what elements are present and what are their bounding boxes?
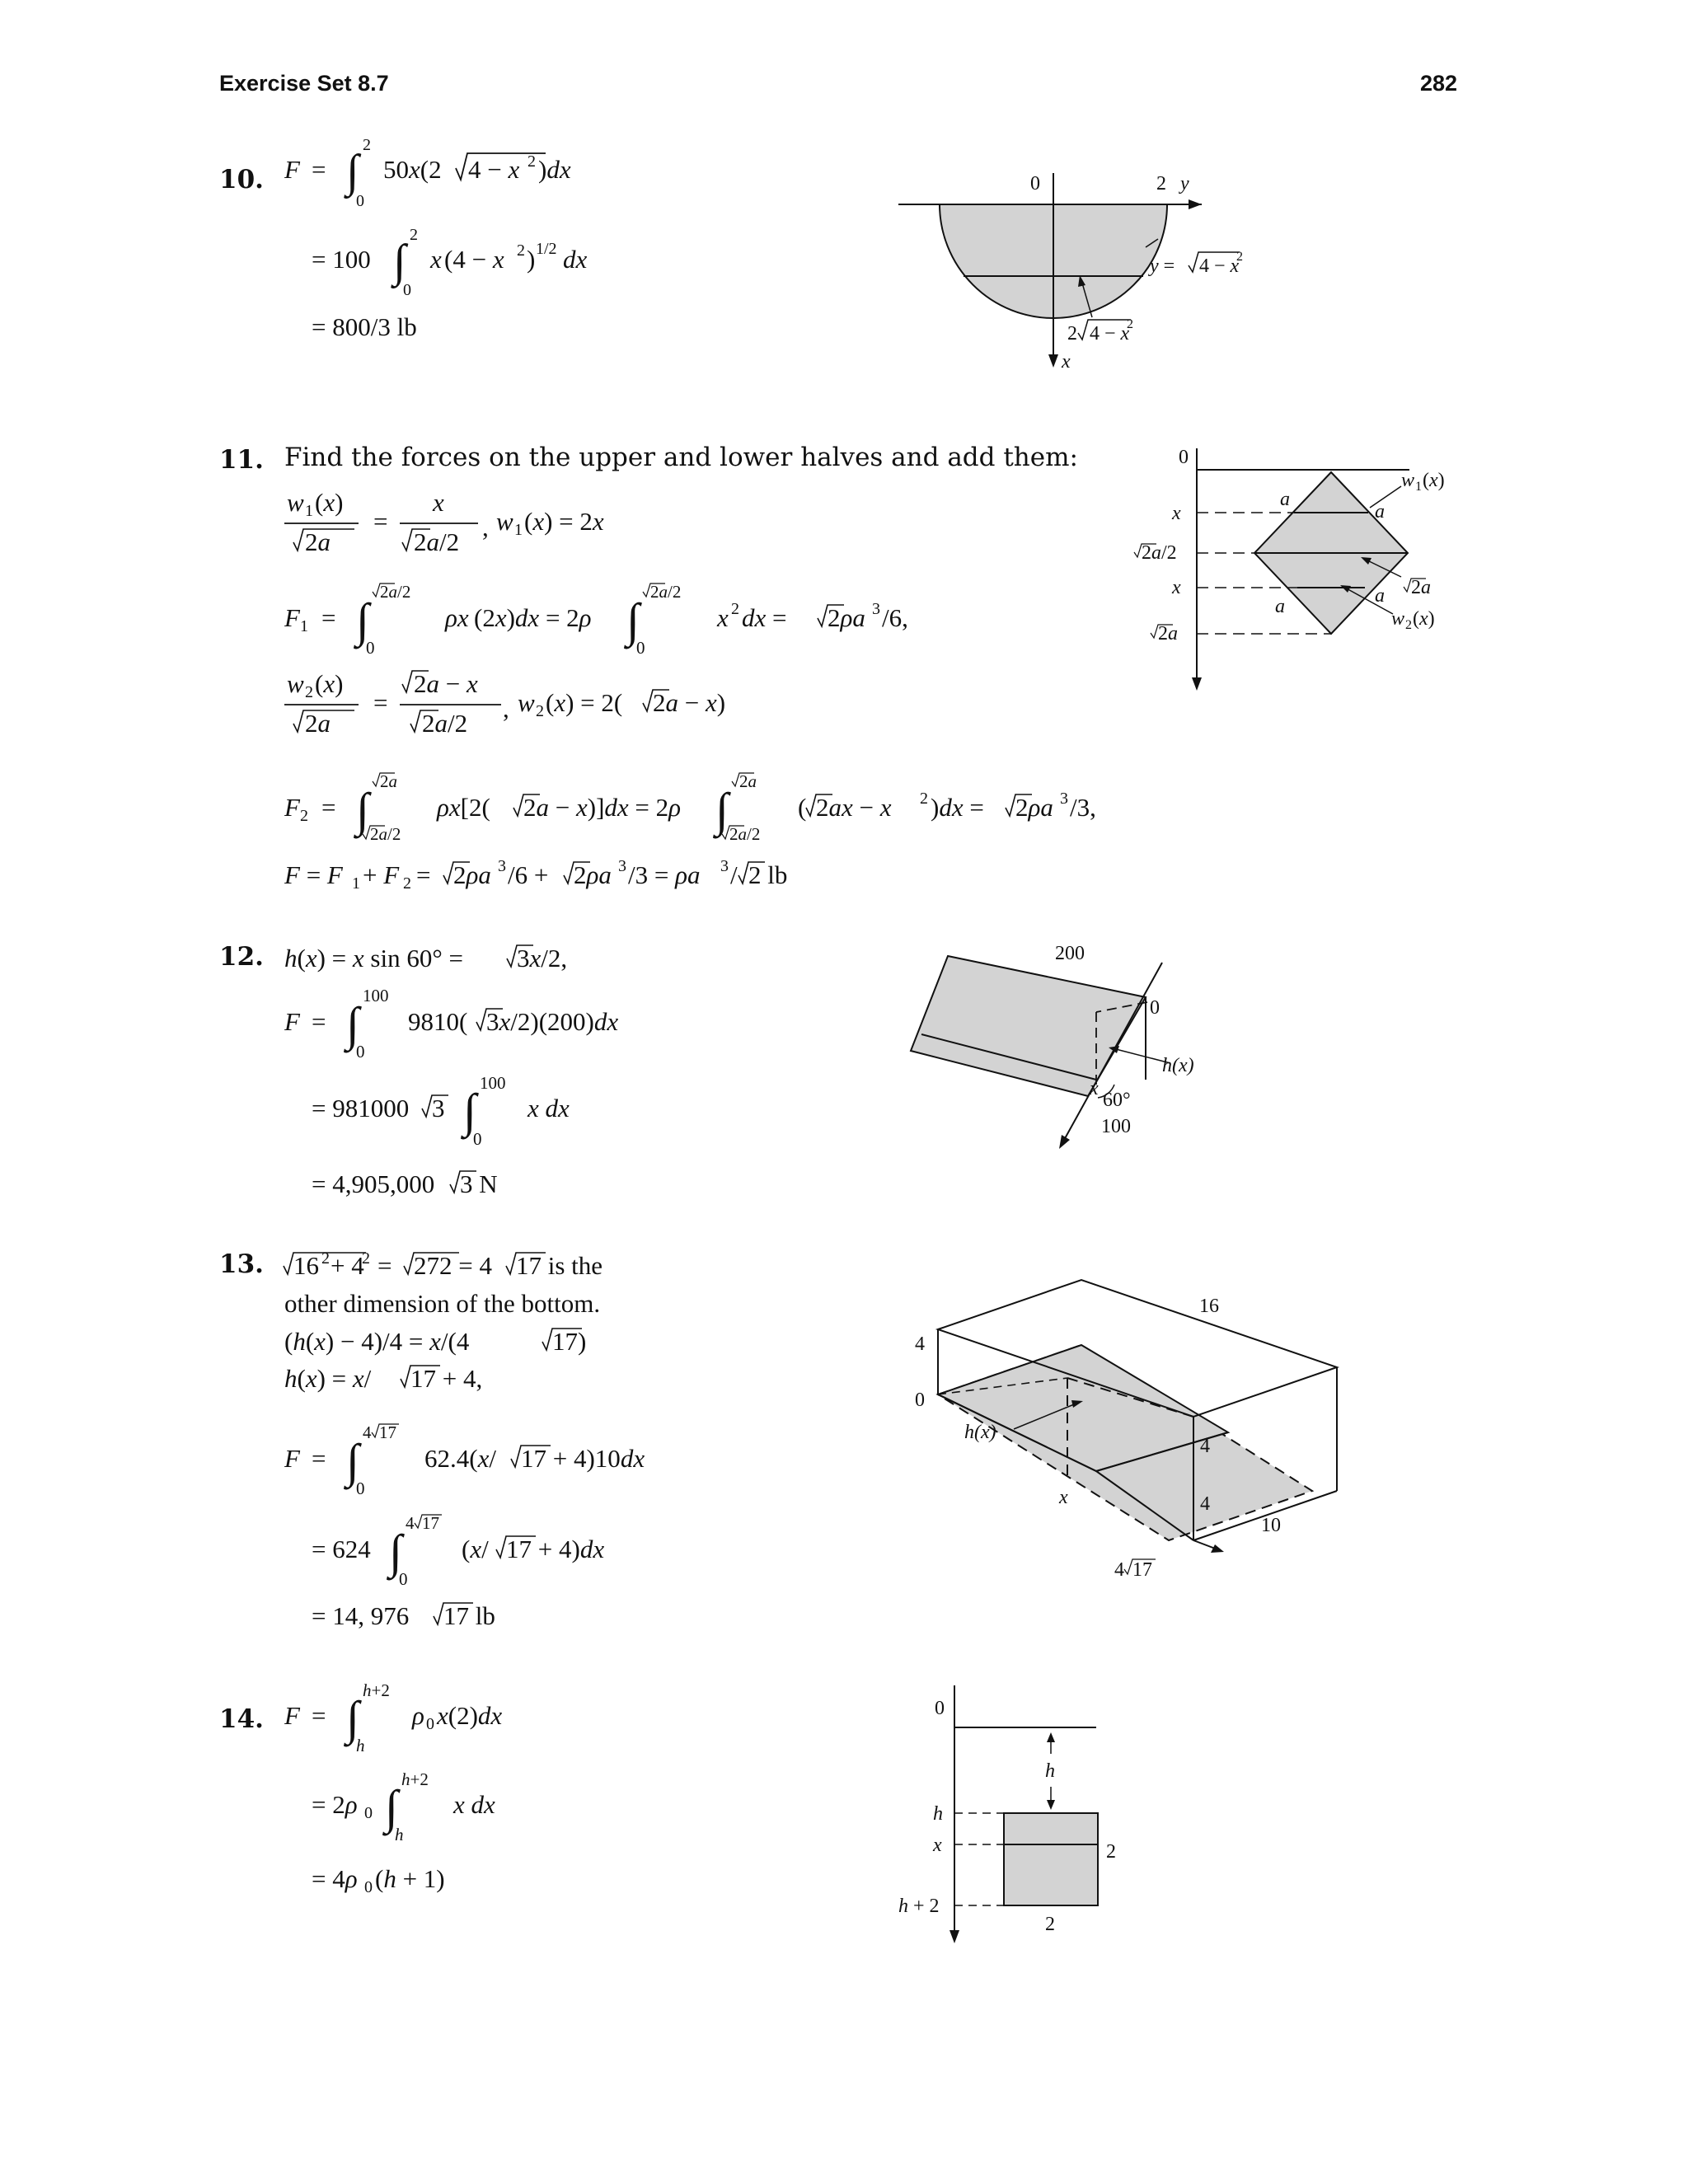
- svg-text:0: 0: [636, 638, 645, 658]
- svg-text:4: 4: [1114, 1559, 1124, 1581]
- p10-label-y: y: [1180, 173, 1189, 194]
- svg-text:4: 4: [363, 1422, 372, 1442]
- svg-text:0: 0: [426, 1715, 434, 1733]
- svg-text:2a − x): 2a − x): [653, 688, 726, 717]
- p13-label-origin: 0: [915, 1390, 925, 1411]
- svg-text:3x/2,: 3x/2,: [517, 944, 568, 972]
- svg-text:∫: ∫: [356, 783, 369, 837]
- p13-label-hx: h(x): [964, 1422, 996, 1443]
- p12-label-x: x: [1090, 1078, 1099, 1099]
- svg-text:x dx: x dx: [528, 1094, 570, 1122]
- svg-text:16: 16: [293, 1251, 319, 1280]
- svg-text:=: =: [312, 1444, 326, 1473]
- svg-text:h+2: h+2: [363, 1680, 390, 1700]
- svg-text:∫: ∫: [715, 783, 729, 837]
- svg-text:2: 2: [517, 241, 525, 260]
- p10-label-x: x: [1062, 351, 1071, 373]
- svg-text:)dx: )dx: [538, 155, 571, 184]
- svg-text:=: =: [373, 507, 388, 536]
- svg-text:2a/2: 2a/2: [414, 527, 460, 556]
- p13-label-4-top: 4: [915, 1333, 925, 1355]
- p10-label-2: 2: [1156, 173, 1166, 194]
- problem-12-equations: [280, 935, 709, 1207]
- svg-text:17: 17: [422, 1513, 439, 1533]
- svg-text:h(x) = x sin 60° =: h(x) = x sin 60° =: [284, 944, 463, 972]
- svg-text:= 624: = 624: [312, 1535, 371, 1563]
- problem-14-figure: [890, 1681, 1121, 1953]
- svg-text:∫: ∫: [346, 997, 359, 1051]
- svg-text:17 is the: 17 is the: [516, 1251, 603, 1280]
- svg-text:/3 = ρa: /3 = ρa: [628, 860, 701, 889]
- svg-text:2: 2: [321, 1249, 330, 1268]
- svg-text:(x/: (x/: [462, 1535, 489, 1563]
- svg-text:17: 17: [1132, 1559, 1152, 1581]
- p13-label-4-mid: 4: [1200, 1436, 1210, 1457]
- p11-label-diag: [1151, 623, 1178, 644]
- svg-text:2: 2: [410, 226, 418, 244]
- svg-text:100: 100: [480, 1073, 506, 1093]
- svg-text:/6 +: /6 +: [508, 860, 549, 889]
- p13-line-2: [284, 1289, 600, 1318]
- svg-text:w: w: [287, 488, 304, 517]
- svg-text:17 + 4,: 17 + 4,: [410, 1364, 483, 1393]
- svg-text:2ρa: 2ρa: [1015, 793, 1053, 822]
- svg-text:∫: ∫: [626, 593, 640, 647]
- svg-text:F: F: [284, 1007, 300, 1036]
- p11-label-w2: [1391, 608, 1435, 632]
- svg-text:0: 0: [399, 1569, 408, 1589]
- svg-text:50x(2: 50x(2: [383, 155, 442, 184]
- svg-text:1: 1: [352, 874, 360, 893]
- p11-label-x2: x: [1172, 577, 1181, 598]
- p12-label-100: 100: [1101, 1116, 1131, 1137]
- p11-label-w1: [1401, 470, 1445, 494]
- svg-text:2a: 2a: [305, 527, 331, 556]
- p11-label-side: [1404, 577, 1431, 598]
- svg-text:+ F: + F: [363, 860, 400, 889]
- p10-line-2: [312, 226, 588, 299]
- svg-text:= 981000: = 981000: [312, 1094, 410, 1122]
- svg-text:4 − x: 4 − x: [1199, 255, 1240, 277]
- svg-text:w: w: [287, 669, 304, 698]
- p14-line-3: [312, 1864, 445, 1896]
- svg-text:h(x) = x/: h(x) = x/: [284, 1364, 372, 1393]
- p10-label-width: [1067, 317, 1133, 344]
- svg-text:/6,: /6,: [882, 603, 908, 632]
- svg-text:dx: dx: [563, 245, 588, 274]
- svg-text:0: 0: [356, 1479, 365, 1498]
- p14-label-h: h: [933, 1803, 943, 1825]
- svg-text:(4 − x: (4 − x: [444, 245, 504, 274]
- p10-label-origin: 0: [1030, 173, 1040, 194]
- p13-line-7: [312, 1601, 495, 1630]
- svg-text:0: 0: [364, 1804, 373, 1822]
- p11-label-origin: 0: [1179, 447, 1189, 468]
- svg-text:=: =: [377, 1251, 392, 1280]
- svg-text:2ax − x: 2ax − x: [816, 793, 892, 822]
- svg-text:F: F: [284, 603, 300, 632]
- svg-text:=: =: [312, 1007, 326, 1036]
- p13-line-4: [284, 1364, 482, 1393]
- p14-label-h-plus-2: h + 2: [898, 1896, 940, 1917]
- svg-text:,: ,: [503, 694, 509, 723]
- problem-number-14: 14.: [219, 1704, 264, 1734]
- svg-text:2: 2: [305, 683, 313, 701]
- svg-text:2: 2: [536, 702, 544, 720]
- svg-text:2: 2: [1236, 250, 1243, 264]
- p12-line-4: [312, 1169, 498, 1198]
- svg-text:2a − x: 2a − x: [414, 669, 478, 698]
- svg-text:2a: 2a: [739, 771, 757, 791]
- p13-label-4-low: 4: [1200, 1493, 1210, 1515]
- svg-text:4: 4: [406, 1513, 415, 1533]
- problem-10-equations: [280, 132, 676, 354]
- svg-text:∫: ∫: [346, 146, 359, 197]
- svg-text:1: 1: [305, 502, 313, 520]
- p13-line-5: [284, 1422, 645, 1498]
- svg-text:3 N: 3 N: [460, 1169, 498, 1198]
- svg-text:0: 0: [356, 192, 364, 210]
- p14-label-height-2: 2: [1106, 1841, 1116, 1863]
- svg-text:0: 0: [403, 281, 411, 299]
- p11-label-x1: x: [1172, 503, 1181, 524]
- svg-text:/: /: [730, 860, 738, 889]
- svg-text:F: F: [284, 155, 300, 184]
- p14-label-h-gap: h: [1045, 1760, 1055, 1782]
- p11-line-w1: [284, 488, 604, 556]
- svg-text:2a: 2a: [305, 709, 331, 738]
- svg-text:h: h: [395, 1825, 404, 1844]
- svg-text:3x/2)(200)dx: 3x/2)(200)dx: [486, 1007, 619, 1036]
- p14-label-width-2: 2: [1045, 1914, 1055, 1935]
- svg-text:272 = 4: 272 = 4: [414, 1251, 492, 1280]
- p12-line-1: [284, 944, 567, 972]
- svg-text:2a: 2a: [380, 771, 397, 791]
- svg-text:other dimension of the bottom.: other dimension of the bottom.: [284, 1289, 601, 1318]
- svg-text:=: =: [373, 688, 388, 717]
- svg-text:0: 0: [366, 638, 375, 658]
- svg-text:x: x: [717, 603, 729, 632]
- p11-label-a-lower-right: a: [1375, 585, 1385, 607]
- problem-10-figure: [890, 165, 1286, 379]
- p14-label-x: x: [933, 1835, 942, 1856]
- p11-line-F: [284, 857, 787, 893]
- svg-text:3: 3: [872, 600, 880, 618]
- svg-text:2ρa: 2ρa: [828, 603, 865, 632]
- svg-text:= 4,905,000: = 4,905,000: [312, 1169, 435, 1198]
- svg-text:2: 2: [920, 790, 928, 808]
- svg-text:ρx[2(: ρx[2(: [437, 793, 490, 822]
- svg-text:∫: ∫: [463, 1084, 476, 1137]
- svg-text:2: 2: [528, 152, 536, 171]
- p11-label-half-diag: [1134, 542, 1177, 564]
- svg-text:17 lb: 17 lb: [443, 1601, 495, 1630]
- svg-text:ρ: ρ: [412, 1701, 424, 1730]
- svg-text:3: 3: [720, 857, 729, 875]
- svg-text:=: =: [416, 860, 431, 889]
- p14-label-origin: 0: [935, 1698, 945, 1719]
- problem-number-10: 10.: [219, 165, 264, 194]
- svg-text:∫: ∫: [389, 1525, 402, 1578]
- svg-text:(x) = 2(: (x) = 2(: [546, 688, 623, 717]
- svg-text:=: =: [312, 1701, 326, 1730]
- svg-text:∫: ∫: [346, 1434, 359, 1488]
- svg-text:2: 2: [363, 136, 371, 154]
- svg-text:2: 2: [362, 1249, 370, 1268]
- p10-label-curve: [1148, 250, 1243, 277]
- section-header: Exercise Set 8.7: [219, 71, 389, 96]
- svg-text:∫: ∫: [393, 236, 406, 287]
- svg-text:(x): (x): [1423, 470, 1445, 491]
- svg-text:= 100: = 100: [312, 245, 371, 274]
- svg-text:(x) = 2x: (x) = 2x: [524, 507, 604, 536]
- problem-number-11: 11.: [219, 445, 264, 475]
- svg-text:17 + 4)10dx: 17 + 4)10dx: [521, 1444, 645, 1473]
- p11-intro: Find the forces on the upper and lower halves and add them:: [284, 443, 1078, 472]
- p13-label-10: 10: [1261, 1515, 1281, 1536]
- svg-text:y =: y =: [1150, 255, 1175, 277]
- svg-text:x dx: x dx: [453, 1790, 495, 1819]
- svg-text:w: w: [1401, 470, 1415, 491]
- svg-text:3: 3: [618, 857, 626, 875]
- svg-text:ρx: ρx: [445, 603, 469, 632]
- svg-text:2a/2: 2a/2: [650, 582, 682, 602]
- p11-line-F2: [284, 771, 1096, 844]
- svg-text:2: 2: [1127, 317, 1133, 331]
- svg-text:w: w: [1391, 608, 1405, 630]
- svg-text:∫: ∫: [385, 1780, 398, 1834]
- svg-text:2a/2: 2a/2: [729, 824, 761, 844]
- svg-text:w: w: [518, 688, 535, 717]
- p13-label-x: x: [1059, 1487, 1068, 1508]
- svg-text:(x): (x): [315, 488, 344, 517]
- p14-line-1: [284, 1680, 502, 1755]
- svg-text:9810(: 9810(: [408, 1007, 468, 1036]
- svg-text:2a/2: 2a/2: [422, 709, 468, 738]
- p13-label-16: 16: [1199, 1296, 1219, 1317]
- p11-label-a-lower-left: a: [1275, 596, 1285, 617]
- problem-number-13: 13.: [219, 1249, 264, 1279]
- svg-text:= 14, 976: = 14, 976: [312, 1601, 410, 1630]
- svg-text:,: ,: [482, 513, 489, 541]
- p10-line-1: [284, 136, 571, 210]
- p11-label-a-upper-left: a: [1280, 489, 1290, 510]
- svg-text:62.4(x/: 62.4(x/: [424, 1444, 496, 1473]
- svg-text:x(2)dx: x(2)dx: [437, 1701, 503, 1730]
- p13-label-4sqrt17: [1114, 1559, 1156, 1581]
- svg-text:dx =: dx =: [742, 603, 787, 632]
- svg-text:(h(x) − 4)/4 = x/(4: (h(x) − 4)/4 = x/(4: [284, 1327, 470, 1356]
- svg-text:4 − x: 4 − x: [1090, 323, 1130, 344]
- svg-text:2: 2: [403, 874, 411, 893]
- problem-11-equations: [280, 478, 1170, 907]
- svg-text:2a: 2a: [1411, 577, 1431, 598]
- svg-text:1: 1: [514, 521, 523, 539]
- svg-text:F: F: [284, 1701, 300, 1730]
- p12-label-200: 200: [1055, 943, 1085, 964]
- svg-text:2a/2: 2a/2: [1142, 542, 1177, 564]
- svg-text:2a − x)]dx = 2ρ: 2a − x)]dx = 2ρ: [523, 793, 682, 822]
- p12-line-2: [284, 986, 618, 1062]
- p11-label-a-upper-right: a: [1375, 501, 1385, 523]
- svg-text:100: 100: [363, 986, 389, 1005]
- svg-text:= 800/3 lb: = 800/3 lb: [312, 312, 417, 341]
- svg-text:x: x: [430, 245, 442, 274]
- svg-text:3: 3: [432, 1094, 445, 1122]
- svg-text:): ): [527, 245, 536, 274]
- p14-line-2: [312, 1769, 495, 1844]
- svg-text:=: =: [321, 793, 336, 822]
- page-number: 282: [1419, 71, 1457, 96]
- p10-line-3: [312, 312, 417, 341]
- problem-11-figure: [1129, 445, 1445, 692]
- svg-text:17: 17: [379, 1422, 396, 1442]
- svg-text:(2x)dx = 2ρ: (2x)dx = 2ρ: [474, 603, 592, 632]
- svg-text:x: x: [433, 488, 444, 517]
- svg-text:0: 0: [356, 1042, 365, 1062]
- svg-text:2 lb: 2 lb: [748, 860, 788, 889]
- svg-text:2a: 2a: [1158, 623, 1178, 644]
- svg-text:1: 1: [1415, 480, 1422, 494]
- svg-text:2: 2: [1067, 323, 1077, 344]
- svg-text:2: 2: [300, 807, 308, 825]
- p13-line-1: [284, 1249, 603, 1280]
- svg-text:= 4ρ: = 4ρ: [312, 1864, 358, 1893]
- svg-text:=: =: [312, 155, 326, 184]
- p12-label-angle: 60°: [1103, 1090, 1131, 1111]
- svg-text:0: 0: [473, 1129, 482, 1149]
- p13-line-6: [312, 1513, 604, 1589]
- svg-text:1/2: 1/2: [536, 240, 557, 258]
- svg-text:(: (: [798, 793, 807, 822]
- svg-text:2: 2: [731, 600, 739, 618]
- svg-text:=: =: [321, 603, 336, 632]
- svg-text:0: 0: [364, 1878, 373, 1896]
- svg-text:2: 2: [1405, 618, 1412, 632]
- svg-text:3: 3: [1060, 790, 1068, 808]
- svg-text:17): 17): [552, 1327, 587, 1356]
- p12-line-3: [312, 1073, 570, 1149]
- svg-text:)dx =: )dx =: [931, 793, 984, 822]
- svg-text:h: h: [356, 1736, 365, 1755]
- svg-text:2a/2: 2a/2: [370, 824, 401, 844]
- svg-text:(x): (x): [315, 669, 344, 698]
- svg-text:∫: ∫: [346, 1691, 359, 1745]
- problem-number-12: 12.: [219, 942, 264, 972]
- svg-text:(x): (x): [1413, 608, 1435, 630]
- svg-text:3: 3: [498, 857, 506, 875]
- svg-text:w: w: [496, 507, 513, 536]
- p13-line-3: [284, 1327, 586, 1356]
- svg-text:F: F: [284, 1444, 300, 1473]
- svg-text:2ρa: 2ρa: [453, 860, 491, 889]
- svg-text:F: F: [284, 793, 300, 822]
- p11-line-w2: [284, 669, 725, 738]
- svg-text:h+2: h+2: [401, 1769, 429, 1789]
- p12-label-origin: 0: [1150, 997, 1160, 1019]
- svg-text:∫: ∫: [356, 593, 369, 647]
- svg-text:17 + 4)dx: 17 + 4)dx: [506, 1535, 605, 1563]
- svg-text:/3,: /3,: [1070, 793, 1096, 822]
- svg-text:1: 1: [300, 617, 308, 635]
- p11-line-F1: [284, 582, 908, 658]
- svg-text:(h + 1): (h + 1): [375, 1864, 445, 1893]
- problem-13-figure: [898, 1261, 1360, 1591]
- problem-12-figure: [898, 940, 1228, 1162]
- svg-text:4 − x: 4 − x: [468, 155, 520, 184]
- svg-text:= 2ρ: = 2ρ: [312, 1790, 358, 1819]
- svg-text:+ 4: + 4: [331, 1251, 364, 1280]
- problem-14-equations: [280, 1673, 577, 1912]
- p12-label-hx: h(x): [1162, 1055, 1194, 1076]
- svg-text:2a/2: 2a/2: [380, 582, 411, 602]
- problem-13-equations: [280, 1240, 709, 1636]
- svg-text:2ρa: 2ρa: [574, 860, 612, 889]
- svg-text:F = F: F = F: [284, 860, 343, 889]
